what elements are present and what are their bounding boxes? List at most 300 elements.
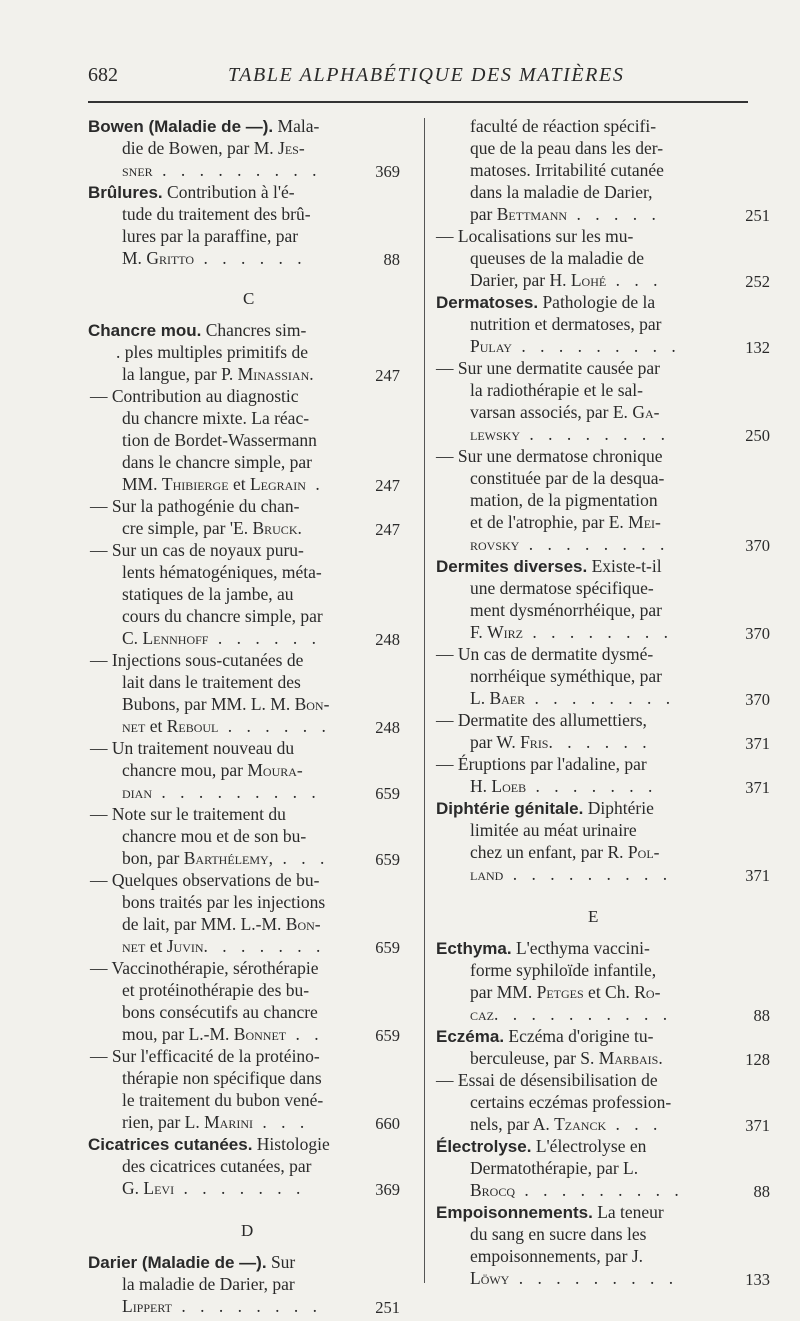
author-name: Bon- bbox=[294, 694, 330, 714]
index-line bbox=[88, 118, 319, 136]
index-line bbox=[470, 984, 660, 1002]
leader-dots: . . . . . . . . bbox=[522, 622, 673, 642]
entry-text: tude du traitement des brû- bbox=[122, 204, 311, 224]
index-line bbox=[470, 1116, 662, 1134]
page-ref: 251 bbox=[375, 1298, 400, 1317]
leader-dots: . . . . . . . . bbox=[525, 688, 676, 708]
index-line bbox=[88, 322, 306, 340]
entry-text: le traitement du bubon vené- bbox=[122, 1090, 324, 1110]
leader-dots: . . . . . . . . . bbox=[152, 160, 322, 180]
leader-dots: . . . bbox=[606, 270, 663, 290]
page-ref: 88 bbox=[753, 1006, 770, 1025]
author-name: Löwy bbox=[470, 1268, 510, 1288]
author-name: Barthélemy, bbox=[183, 848, 274, 868]
entry-text: et bbox=[145, 936, 167, 956]
author-name: Reboul bbox=[166, 716, 219, 736]
page-ref: 248 bbox=[375, 630, 400, 649]
index-line bbox=[122, 228, 298, 246]
index-line bbox=[90, 542, 304, 560]
author-name: Baer bbox=[489, 688, 526, 708]
index-line bbox=[436, 1072, 658, 1090]
entry-text: bons traités par les injections bbox=[122, 892, 326, 912]
entry-text: lures par la paraffine, par bbox=[122, 226, 299, 246]
index-line bbox=[122, 696, 329, 714]
page-ref: 251 bbox=[745, 206, 770, 225]
author-name: net bbox=[122, 716, 146, 736]
index-line bbox=[90, 960, 319, 978]
leader-dots: . . . . . bbox=[567, 204, 661, 224]
author-name: Gritto bbox=[146, 248, 195, 268]
entry-text: Pathologie de la bbox=[538, 292, 656, 312]
index-line bbox=[90, 740, 294, 758]
page-ref: 371 bbox=[745, 1116, 770, 1135]
section-letter: E bbox=[588, 907, 599, 926]
index-line bbox=[470, 624, 673, 642]
entry-text: cre simple, par 'E. bbox=[122, 518, 253, 538]
entry-text: — Contribution au diagnostic bbox=[90, 386, 299, 406]
entry-text: Histologie bbox=[252, 1134, 330, 1154]
page-ref: 247 bbox=[375, 366, 400, 385]
entry-heading: Empoisonnements. bbox=[436, 1203, 593, 1222]
page-title: TABLE ALPHABÉTIQUE DES MATIÈRES bbox=[228, 64, 625, 86]
index-line bbox=[122, 1158, 311, 1176]
index-line bbox=[122, 762, 303, 780]
entry-heading: Dermatoses. bbox=[436, 293, 539, 312]
author-name: Minassian. bbox=[237, 364, 314, 384]
page-ref: 370 bbox=[745, 690, 770, 709]
entry-text: L. bbox=[470, 688, 490, 708]
author-name: Loeb bbox=[491, 776, 527, 796]
leader-dots: . . . . . . bbox=[218, 716, 331, 736]
index-line bbox=[122, 1276, 295, 1294]
entry-text: varsan associés, par E. bbox=[470, 402, 633, 422]
leader-dots: . . . . . . . . bbox=[171, 1296, 322, 1316]
index-line bbox=[122, 250, 307, 268]
author-name: Levi bbox=[143, 1178, 175, 1198]
entry-text: tion de Bordet-Wassermann bbox=[122, 430, 317, 450]
entry-text: des cicatrices cutanées, par bbox=[122, 1156, 312, 1176]
index-line bbox=[470, 426, 670, 444]
index-line bbox=[88, 1136, 330, 1154]
index-line bbox=[470, 866, 672, 884]
index-line bbox=[122, 608, 323, 626]
author-name: Mei- bbox=[628, 512, 661, 532]
index-line bbox=[470, 1160, 638, 1178]
entry-text: bon, par bbox=[122, 848, 184, 868]
page-ref: 370 bbox=[745, 536, 770, 555]
leader-dots: . . . . . . . . . bbox=[509, 1268, 679, 1288]
entry-text: statiques de la jambe, au bbox=[122, 584, 294, 604]
index-line bbox=[122, 1180, 305, 1198]
index-line bbox=[436, 1138, 646, 1156]
entry-text: H. bbox=[470, 776, 492, 796]
index-line bbox=[90, 388, 299, 406]
leader-dots: . . . bbox=[273, 848, 330, 868]
entry-text: — Vaccinothérapie, sérothérapie bbox=[90, 958, 319, 978]
index-line bbox=[122, 432, 317, 450]
author-name: Marini bbox=[204, 1112, 254, 1132]
index-line bbox=[122, 140, 305, 158]
entry-text: thérapie non spécifique dans bbox=[122, 1068, 322, 1088]
entry-text: et de l'atrophie, par E. bbox=[470, 512, 629, 532]
entry-text: norrhéique syméthique, par bbox=[470, 666, 662, 686]
entry-text: M. bbox=[122, 248, 147, 268]
entry-text: die de Bowen, par M. bbox=[122, 138, 279, 158]
entry-text: Mala- bbox=[273, 116, 320, 136]
entry-text: par bbox=[470, 204, 497, 224]
index-line bbox=[122, 520, 302, 538]
entry-text: F. bbox=[470, 622, 488, 642]
author-name: net bbox=[122, 936, 146, 956]
page-ref: 370 bbox=[745, 624, 770, 643]
entry-heading: Ecthyma. bbox=[436, 939, 512, 958]
leader-dots: . . . . . . . . . . bbox=[494, 1004, 673, 1024]
entry-text: L'ecthyma vaccini- bbox=[511, 938, 650, 958]
index-line bbox=[436, 646, 653, 664]
index-line bbox=[122, 784, 321, 802]
index-line bbox=[470, 1050, 663, 1068]
author-name: Bonnet bbox=[233, 1024, 287, 1044]
entry-text: Chancres sim- bbox=[201, 320, 307, 340]
index-line bbox=[470, 338, 681, 356]
entry-text: — Dermatite des allumettiers, bbox=[436, 710, 647, 730]
page-ref: 88 bbox=[753, 1182, 770, 1201]
index-line bbox=[470, 492, 658, 510]
page-ref: 369 bbox=[375, 162, 400, 181]
index-line bbox=[122, 916, 321, 934]
index-line bbox=[122, 1004, 318, 1022]
index-line bbox=[90, 498, 299, 516]
author-name: Bon- bbox=[285, 914, 321, 934]
index-line bbox=[88, 1254, 295, 1272]
section-letter: C bbox=[243, 289, 255, 308]
author-name: sner bbox=[122, 160, 153, 180]
author-name: Tzanck bbox=[554, 1114, 607, 1134]
entry-text: dans la maladie de Darier, bbox=[470, 182, 653, 202]
leader-dots: . . . bbox=[253, 1112, 310, 1132]
index-line bbox=[470, 250, 644, 268]
author-name: Fris bbox=[520, 732, 549, 752]
author-name: Ro- bbox=[634, 982, 661, 1002]
index-line bbox=[470, 404, 659, 422]
index-line bbox=[470, 118, 656, 136]
author-name: Brocq bbox=[470, 1180, 516, 1200]
index-line bbox=[470, 1182, 684, 1200]
index-line bbox=[122, 1070, 322, 1088]
entry-text: par W. bbox=[470, 732, 521, 752]
index-line bbox=[88, 184, 295, 202]
entry-heading: Électrolyse. bbox=[436, 1137, 532, 1156]
entry-text: nutrition et dermatoses, par bbox=[470, 314, 662, 334]
index-line bbox=[470, 470, 664, 488]
leader-dots: . . bbox=[286, 1024, 324, 1044]
index-line bbox=[470, 1006, 672, 1024]
entry-text: — Quelques observations de bu- bbox=[90, 870, 320, 890]
index-line bbox=[470, 734, 652, 752]
entry-text: — Sur la pathogénie du chan- bbox=[90, 496, 300, 516]
index-line bbox=[470, 536, 669, 554]
entry-text: La teneur bbox=[592, 1202, 664, 1222]
entry-text: chancre mou et de son bu- bbox=[122, 826, 307, 846]
index-line bbox=[470, 602, 662, 620]
entry-text: du sang en sucre dans les bbox=[470, 1224, 647, 1244]
index-line bbox=[470, 1270, 678, 1288]
author-name: Marbais. bbox=[598, 1048, 663, 1068]
entry-text: forme syphiloïde infantile, bbox=[470, 960, 657, 980]
entry-heading: Brûlures. bbox=[88, 183, 163, 202]
entry-text: cours du chancre simple, par bbox=[122, 606, 323, 626]
entry-text: que de la peau dans les der- bbox=[470, 138, 664, 158]
index-line bbox=[436, 756, 647, 774]
page-ref: 248 bbox=[375, 718, 400, 737]
entry-text: — Essai de désensibilisation de bbox=[436, 1070, 658, 1090]
index-line bbox=[470, 514, 661, 532]
entry-text: — Un traitement nouveau du bbox=[90, 738, 295, 758]
entry-text: L'électrolyse en bbox=[531, 1136, 647, 1156]
entry-text: constituée par de la desqua- bbox=[470, 468, 665, 488]
leader-dots: . . . . . . . . . bbox=[515, 1180, 684, 1200]
author-name: Thibierge bbox=[161, 474, 229, 494]
entry-text: empoisonnements, par J. bbox=[470, 1246, 644, 1266]
index-line bbox=[470, 822, 637, 840]
entry-text: — Un cas de dermatite dysmé- bbox=[436, 644, 654, 664]
author-name: Jes- bbox=[278, 138, 305, 158]
index-line bbox=[122, 894, 325, 912]
index-line bbox=[470, 184, 652, 202]
index-line bbox=[122, 938, 325, 956]
leader-dots: . . . . . . . . . bbox=[503, 864, 673, 884]
page-ref: 88 bbox=[383, 250, 400, 269]
index-line bbox=[90, 806, 286, 824]
entry-text: C. bbox=[122, 628, 143, 648]
entry-text: — Éruptions par l'adaline, par bbox=[436, 754, 647, 774]
index-line bbox=[122, 1114, 309, 1132]
page-ref: 371 bbox=[745, 778, 770, 797]
author-name: Petges bbox=[536, 982, 584, 1002]
page-ref: 660 bbox=[375, 1114, 400, 1133]
entry-text: — Note sur le traitement du bbox=[90, 804, 286, 824]
entry-text: la langue, par P. bbox=[122, 364, 238, 384]
entry-text: Bubons, par MM. L. M. bbox=[122, 694, 295, 714]
entry-text: de lait, par MM. L.-M. bbox=[122, 914, 286, 934]
entry-text: — Sur un cas de noyaux puru- bbox=[90, 540, 304, 560]
index-line bbox=[116, 344, 308, 362]
index-line bbox=[122, 674, 301, 692]
index-line bbox=[436, 1028, 653, 1046]
page-number: 682 bbox=[88, 64, 118, 86]
entry-text: — Sur l'efficacité de la protéino- bbox=[90, 1046, 320, 1066]
entry-text: lents hématogéniques, méta- bbox=[122, 562, 322, 582]
index-line bbox=[470, 778, 657, 796]
author-name: Juvin bbox=[166, 936, 204, 956]
index-line bbox=[470, 1226, 646, 1244]
index-line bbox=[470, 206, 661, 224]
index-line bbox=[470, 1094, 671, 1112]
leader-dots: . . . . . . . bbox=[526, 776, 658, 796]
leader-dots: . . . bbox=[606, 1114, 663, 1134]
entry-text: bons consécutifs au chancre bbox=[122, 1002, 318, 1022]
entry-text: mation, de la pigmentation bbox=[470, 490, 658, 510]
entry-heading: Cicatrices cutanées. bbox=[88, 1135, 253, 1154]
index-line bbox=[470, 1248, 643, 1266]
index-line bbox=[436, 712, 647, 730]
index-line bbox=[122, 586, 294, 604]
leader-dots: . . . . . . . bbox=[174, 1178, 306, 1198]
index-line bbox=[436, 800, 654, 818]
page-ref: 247 bbox=[375, 476, 400, 495]
entry-text: chancre mou, par bbox=[122, 760, 248, 780]
entry-text: — Localisations sur les mu- bbox=[436, 226, 634, 246]
index-line bbox=[122, 630, 321, 648]
index-line bbox=[470, 140, 663, 158]
author-name: dian bbox=[122, 782, 152, 802]
page-ref: 250 bbox=[745, 426, 770, 445]
entry-text: dans le chancre simple, par bbox=[122, 452, 312, 472]
page-ref: 659 bbox=[375, 938, 400, 957]
entry-text: chez un enfant, par R. bbox=[470, 842, 628, 862]
index-line bbox=[122, 410, 309, 428]
entry-text: matoses. Irritabilité cutanée bbox=[470, 160, 664, 180]
entry-heading: Darier (Maladie de —). bbox=[88, 1253, 267, 1272]
author-name: Lennhoff bbox=[142, 628, 209, 648]
entry-text: et protéinothérapie des bu- bbox=[122, 980, 310, 1000]
index-line bbox=[436, 940, 650, 958]
index-line bbox=[470, 316, 661, 334]
entry-text: Darier, par H. bbox=[470, 270, 571, 290]
entry-text: — Injections sous-cutanées de bbox=[90, 650, 304, 670]
page-ref: 128 bbox=[745, 1050, 770, 1069]
leader-dots: . . . . . . . . . bbox=[511, 336, 681, 356]
entry-text: par MM. bbox=[470, 982, 537, 1002]
leader-dots: . . . . . . bbox=[548, 732, 652, 752]
author-name: Ga- bbox=[632, 402, 660, 422]
author-name: Bruck. bbox=[252, 518, 302, 538]
page-ref: 659 bbox=[375, 850, 400, 869]
entry-text: et bbox=[145, 716, 167, 736]
entry-text: une dermatose spécifique- bbox=[470, 578, 654, 598]
entry-text: Dermatothérapie, par L. bbox=[470, 1158, 639, 1178]
leader-dots: . . . . . . bbox=[194, 248, 307, 268]
entry-text: berculeuse, par S. bbox=[470, 1048, 599, 1068]
index-line bbox=[122, 476, 325, 494]
entry-heading: Diphtérie génitale. bbox=[436, 799, 584, 818]
author-name: lewsky bbox=[470, 424, 520, 444]
index-line bbox=[122, 1092, 323, 1110]
entry-text: du chancre mixte. La réac- bbox=[122, 408, 310, 428]
entry-text: Existe-t-il bbox=[587, 556, 662, 576]
index-line bbox=[122, 564, 322, 582]
leader-dots: . . . . . . . bbox=[203, 936, 326, 956]
author-name: Wirz bbox=[487, 622, 523, 642]
page-ref: 369 bbox=[375, 1180, 400, 1199]
index-line bbox=[470, 962, 656, 980]
index-line bbox=[122, 454, 312, 472]
index-line bbox=[90, 1048, 320, 1066]
author-name: Lohé bbox=[570, 270, 607, 290]
entry-text: mou, par L.-M. bbox=[122, 1024, 234, 1044]
index-line bbox=[436, 228, 633, 246]
header-rule bbox=[88, 101, 748, 103]
index-line bbox=[436, 558, 662, 576]
page-ref: 659 bbox=[375, 784, 400, 803]
index-line bbox=[436, 1204, 664, 1222]
index-line bbox=[470, 668, 662, 686]
entry-heading: Dermites diverses. bbox=[436, 557, 588, 576]
entry-text: nels, par A. bbox=[470, 1114, 555, 1134]
entry-heading: Bowen (Maladie de —). bbox=[88, 117, 274, 136]
index-line bbox=[122, 366, 314, 384]
entry-text: — Sur une dermatose chronique bbox=[436, 446, 663, 466]
entry-text: et bbox=[228, 474, 250, 494]
page-ref: 371 bbox=[745, 734, 770, 753]
index-line bbox=[470, 844, 659, 862]
entry-text: limitée au méat urinaire bbox=[470, 820, 637, 840]
entry-text: . ples multiples primitifs de bbox=[116, 342, 308, 362]
index-line bbox=[122, 828, 306, 846]
entry-heading: Chancre mou. bbox=[88, 321, 202, 340]
author-name: Pulay bbox=[470, 336, 512, 356]
entry-text: MM. bbox=[122, 474, 162, 494]
index-line bbox=[470, 580, 654, 598]
entry-heading: Eczéma. bbox=[436, 1027, 505, 1046]
entry-text: Eczéma d'origine tu- bbox=[504, 1026, 654, 1046]
index-line bbox=[436, 448, 662, 466]
entry-text: la radiothérapie et le sal- bbox=[470, 380, 643, 400]
entry-text: certains eczémas profession- bbox=[470, 1092, 672, 1112]
author-name: Pol- bbox=[627, 842, 660, 862]
index-line bbox=[122, 1298, 322, 1316]
entry-text: faculté de réaction spécifi- bbox=[470, 116, 657, 136]
index-line bbox=[470, 272, 662, 290]
index-line bbox=[470, 162, 664, 180]
entry-text: Sur bbox=[266, 1252, 296, 1272]
leader-dots: . . . . . . . . . bbox=[152, 782, 321, 802]
index-line bbox=[436, 294, 655, 312]
page-ref: 252 bbox=[745, 272, 770, 291]
index-line bbox=[122, 718, 331, 736]
page-ref: 659 bbox=[375, 1026, 400, 1045]
index-line bbox=[122, 850, 329, 868]
index-line bbox=[90, 872, 319, 890]
author-name: rovsky bbox=[470, 534, 520, 554]
leader-dots: . . . . . . . . bbox=[520, 424, 670, 444]
entry-text: Contribution à l'é- bbox=[162, 182, 295, 202]
author-name: caz bbox=[470, 1004, 494, 1024]
index-line bbox=[436, 360, 660, 378]
entry-text: la maladie de Darier, par bbox=[122, 1274, 295, 1294]
leader-dots: . bbox=[305, 474, 325, 494]
index-line bbox=[122, 162, 321, 180]
entry-text: ment dysménorrhéique, par bbox=[470, 600, 662, 620]
author-name: land bbox=[470, 864, 504, 884]
entry-text: Diphtérie bbox=[583, 798, 654, 818]
index-line bbox=[470, 690, 675, 708]
author-name: Bettmann bbox=[496, 204, 568, 224]
index-line bbox=[122, 206, 311, 224]
entry-text: lait dans le traitement des bbox=[122, 672, 301, 692]
entry-text: queuses de la maladie de bbox=[470, 248, 644, 268]
page-ref: 133 bbox=[745, 1270, 770, 1289]
column-divider bbox=[424, 118, 425, 1283]
entry-text: — Sur une dermatite causée par bbox=[436, 358, 661, 378]
page-ref: 247 bbox=[375, 520, 400, 539]
page-ref: 132 bbox=[745, 338, 770, 357]
page-ref: 371 bbox=[745, 866, 770, 885]
index-line bbox=[90, 652, 303, 670]
author-name: Legrain bbox=[249, 474, 306, 494]
entry-text: rien, par L. bbox=[122, 1112, 205, 1132]
section-letter: D bbox=[241, 1221, 254, 1240]
